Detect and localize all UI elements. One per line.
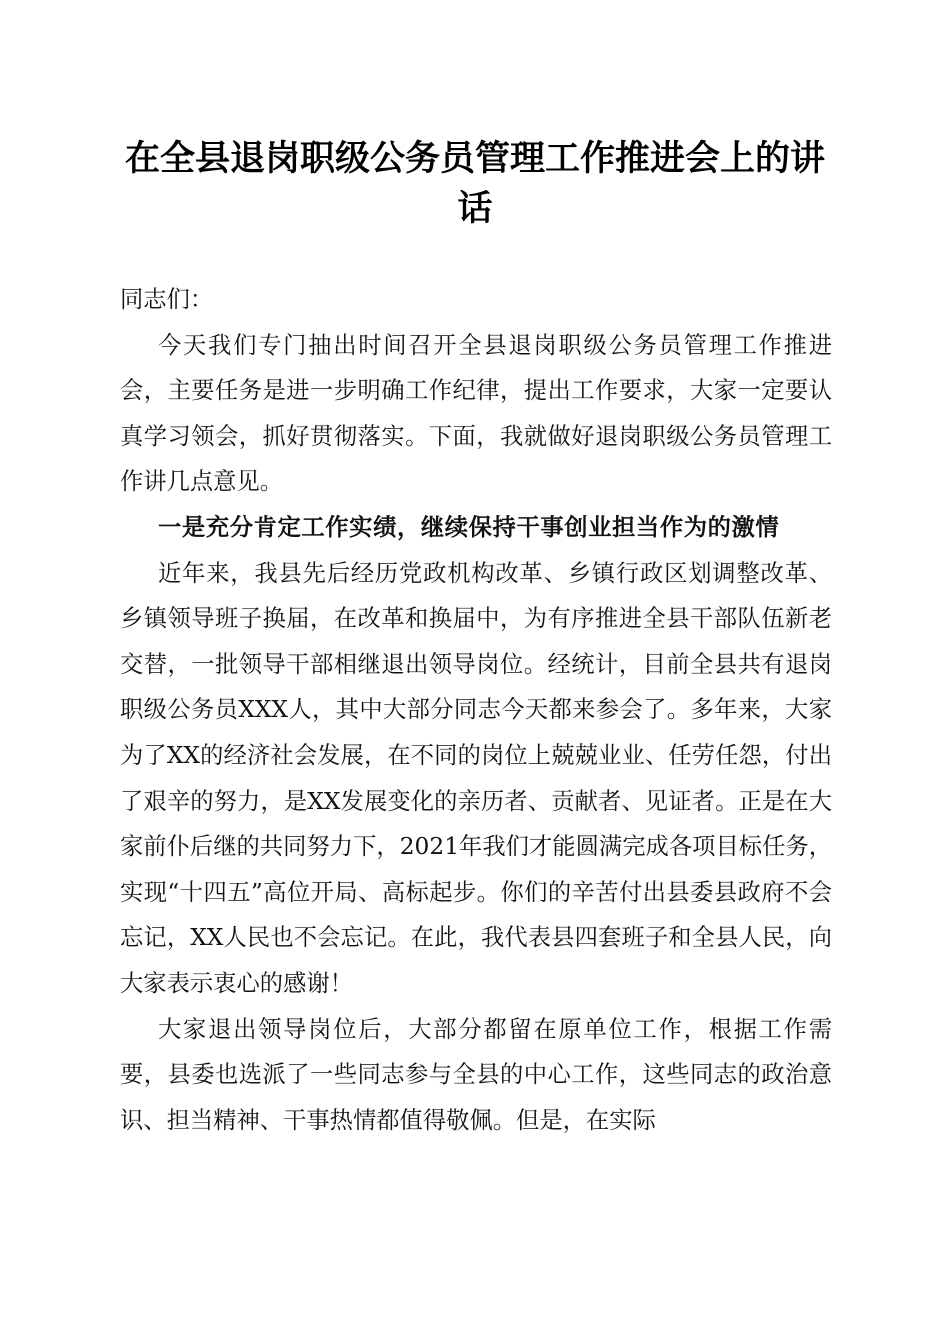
paragraph-after-retirement: 大家退出领导岗位后，大部分都留在原单位工作，根据工作需要，县委也选派了一些同志参与全县的中心工作，这些同志的政治意识、担当精神、干事热情都值得敬佩。但是，在实际	[120, 1015, 832, 1134]
document-body	[120, 277, 832, 1143]
paragraph-achievements: 近年来，我县先后经历党政机构改革、乡镇行政区划调整改革、乡镇领导班子换届，在改革和换届中，为有序推进全县干部队伍新老交替，一批领导干部相继退出领导岗位。经统计，目前全县共有退岗职级公务员XXX人，其中大部分同志今天都来参会了。多年来，大家为了XX的经济社会发展，在不同的岗位上兢兢业业、任劳任怨，付出了艰辛的努力，是XX发展变化的亲历者、贡献者、见证者。正是在大家前仆后继的共同努力下，2021年我们才能圆满完成各项目标任务，实现“十四五”高位开局、高标起步。你们的辛苦付出县委县政府不会忘记，XX人民也不会忘记。在此，我代表县四套班子和全县人民，向大家表示衷心的感谢！	[120, 559, 832, 997]
section-heading-1: 一是充分肯定工作实绩，继续保持干事创业担当作为的激情	[158, 513, 780, 541]
document-title: 在全县退岗职级公务员管理工作推进会上的讲话	[124, 138, 825, 229]
salutation: 同志们：	[120, 286, 214, 313]
paragraph-intro: 今天我们专门抽出时间召开全县退岗职级公务员管理工作推进会，主要任务是进一步明确工作纪律，提出工作要求，大家一定要认真学习领会，抓好贯彻落实。下面，我就做好退岗职级公务员管理工作讲几点意见。	[120, 331, 832, 496]
